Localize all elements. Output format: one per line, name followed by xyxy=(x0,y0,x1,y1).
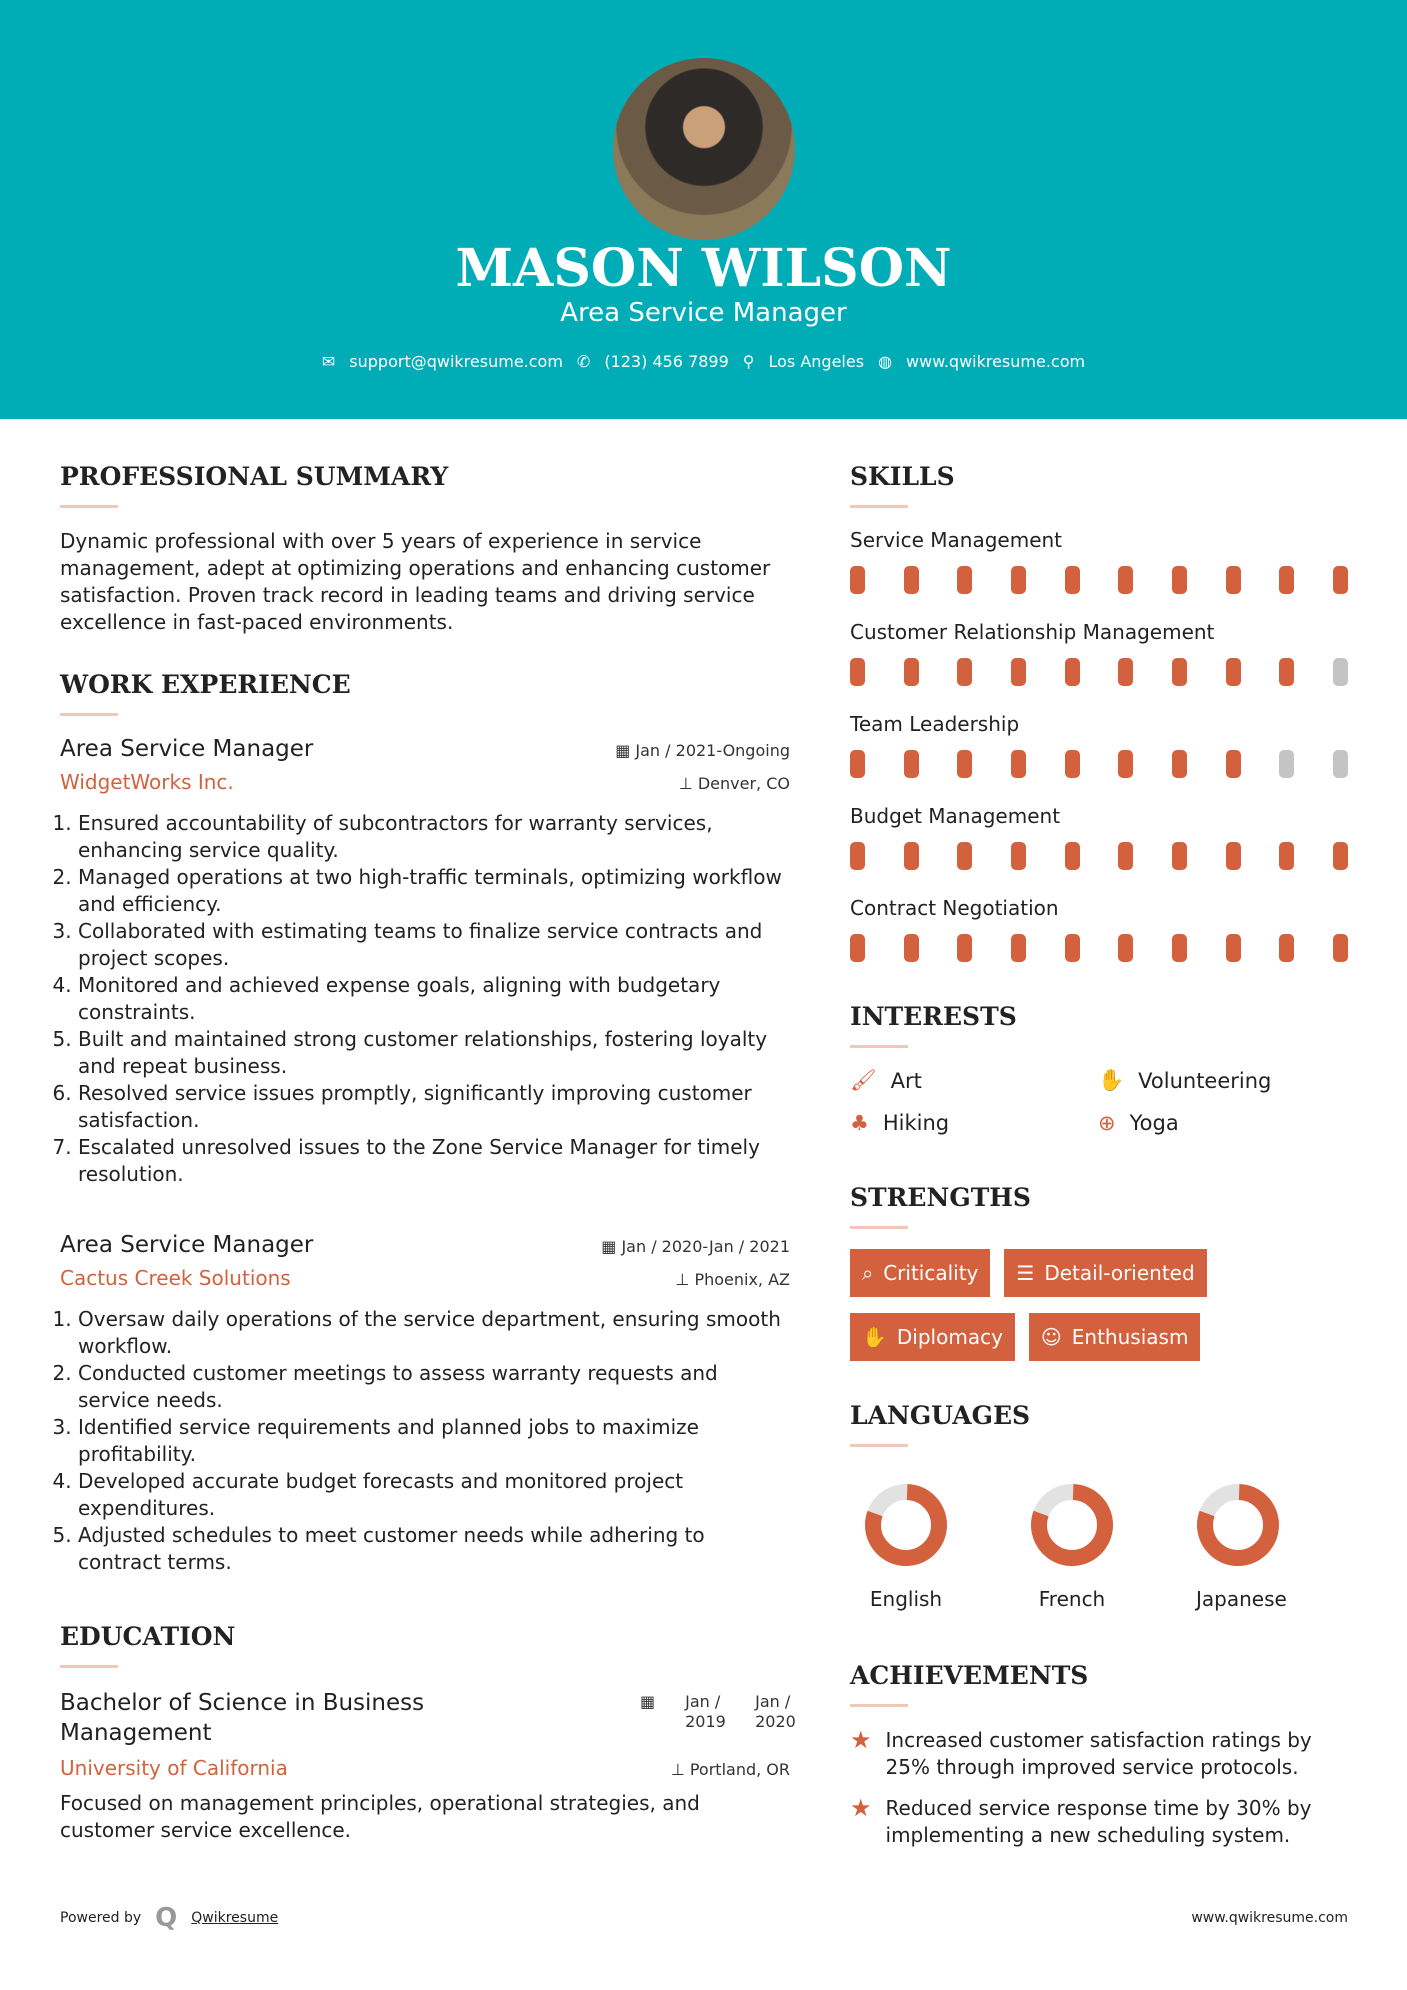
rating-dot xyxy=(1226,842,1241,870)
strength-badge xyxy=(1029,1313,1201,1361)
job-bullet: 1. Oversaw daily operations of the service department, ensuring smooth workflow. xyxy=(78,1306,790,1360)
job-title: Area Service Manager xyxy=(60,1232,314,1258)
rating-dot xyxy=(850,934,865,962)
language-name: English xyxy=(869,1587,943,1611)
achievement-text: Reduced service response time by 30% by implementing a new scheduling system. xyxy=(885,1796,1312,1847)
strength-label: Diplomacy xyxy=(896,1325,1003,1349)
job-entry xyxy=(60,1232,790,1576)
language-name: Japanese xyxy=(1196,1587,1287,1611)
skill-name: Service Management xyxy=(850,528,1063,552)
skill-rating xyxy=(850,658,1348,686)
experience-heading: WORK EXPERIENCE xyxy=(60,670,351,699)
divider xyxy=(850,505,908,508)
footer-site[interactable]: www.qwikresume.com xyxy=(1191,1910,1348,1926)
contact-bar xyxy=(0,352,1407,371)
rating-dot xyxy=(1118,750,1133,778)
tree-icon: ♣ xyxy=(850,1111,869,1135)
rating-dot xyxy=(1118,842,1133,870)
rating-dot xyxy=(1333,658,1348,686)
rating-dot xyxy=(1226,658,1241,686)
divider xyxy=(850,1444,908,1447)
divider xyxy=(60,1665,118,1668)
rating-dot xyxy=(904,934,919,962)
rating-dot xyxy=(850,842,865,870)
achievement-text: Increased customer satisfaction ratings by 25% through improved service protocols. xyxy=(885,1728,1312,1779)
rating-dot xyxy=(1226,934,1241,962)
strength-badge xyxy=(1004,1249,1206,1297)
map-marker-icon: ⚲ xyxy=(742,352,755,371)
handshake-icon: ✋ xyxy=(1098,1068,1125,1092)
rating-dot xyxy=(1011,750,1026,778)
edu-start: Jan / 2019 xyxy=(685,1692,726,1731)
brand-link[interactable]: Qwikresume xyxy=(191,1910,279,1926)
candidate-role: Area Service Manager xyxy=(560,298,847,328)
language-donut xyxy=(864,1483,948,1567)
job-bullet: 2. Managed operations at two high-traffic terminals, optimizing workflow and efficiency. xyxy=(78,864,790,918)
job-entry xyxy=(60,736,790,1188)
handshake-icon: ✋ xyxy=(862,1325,887,1349)
interest-label: Art xyxy=(890,1068,922,1093)
rating-dot xyxy=(1172,750,1187,778)
skill-name: Customer Relationship Management xyxy=(850,620,1215,644)
education-heading: EDUCATION xyxy=(60,1622,236,1651)
divider xyxy=(850,1045,908,1048)
strength-badge xyxy=(850,1313,1015,1361)
rating-dot xyxy=(1279,658,1294,686)
job-bullet: 3. Identified service requirements and planned jobs to maximize profitability. xyxy=(78,1414,790,1468)
rating-dot xyxy=(1065,658,1080,686)
star-icon: ★ xyxy=(850,1794,872,1822)
rating-dot xyxy=(1065,934,1080,962)
left-column xyxy=(60,462,796,1844)
rating-dot xyxy=(1333,566,1348,594)
rating-dot xyxy=(1011,842,1026,870)
rating-dot xyxy=(904,658,919,686)
summary-text: Dynamic professional with over 5 years of experience in service management, adept at optimizing operations and enhancing customer satisfaction. Proven track record in leading teams and driving service excellence in fast-paced environments. xyxy=(60,529,771,634)
rating-dot xyxy=(1011,658,1026,686)
skill-rating xyxy=(850,842,1348,870)
rating-dot xyxy=(1172,566,1187,594)
strength-badge xyxy=(850,1249,990,1297)
paintbrush-icon: 🖌 xyxy=(850,1068,877,1092)
profile-photo xyxy=(613,58,795,240)
rating-dot xyxy=(850,658,865,686)
job-bullet: 3. Collaborated with estimating teams to finalize service contracts and project scopes. xyxy=(78,918,790,972)
divider xyxy=(60,713,118,716)
divider xyxy=(850,1704,908,1707)
rating-dot xyxy=(957,934,972,962)
pin-icon: ⊥ xyxy=(675,1270,695,1289)
footer xyxy=(60,1903,1348,1933)
search-icon: ⌕ xyxy=(862,1261,874,1285)
job-bullet: 5. Adjusted schedules to meet customer needs while adhering to contract terms. xyxy=(78,1522,790,1576)
languages-heading: LANGUAGES xyxy=(850,1401,1031,1430)
strength-label: Criticality xyxy=(883,1261,979,1285)
job-bullet: 4. Developed accurate budget forecasts and monitored project expenditures. xyxy=(78,1468,790,1522)
rating-dot xyxy=(1118,566,1133,594)
job-location: Phoenix, AZ xyxy=(694,1270,790,1289)
rating-dot xyxy=(957,842,972,870)
rating-dot xyxy=(1065,566,1080,594)
rating-dot xyxy=(850,750,865,778)
language-item xyxy=(864,1483,948,1611)
degree: Bachelor of Science in Business Management xyxy=(60,1690,425,1746)
interest-label: Yoga xyxy=(1129,1111,1179,1135)
interests-heading: INTERESTS xyxy=(850,1002,1017,1031)
skills-heading: SKILLS xyxy=(850,462,955,491)
rating-dot xyxy=(957,566,972,594)
interest-item xyxy=(1098,1068,1346,1093)
globe-icon: ◍ xyxy=(878,352,893,371)
education-entry xyxy=(60,1688,796,1748)
language-item xyxy=(1030,1483,1114,1611)
pin-icon: ⊥ xyxy=(678,774,698,793)
rating-dot xyxy=(1333,750,1348,778)
interest-label: Hiking xyxy=(882,1111,950,1135)
interest-item xyxy=(850,1068,1098,1093)
location: Los Angeles xyxy=(768,352,865,371)
qwikresume-logo-icon: Q xyxy=(155,1903,178,1933)
rating-dot xyxy=(1279,934,1294,962)
interest-item xyxy=(1098,1111,1346,1135)
website[interactable]: www.qwikresume.com xyxy=(906,352,1086,371)
job-date: Jan / 2021-Ongoing xyxy=(635,741,790,760)
rating-dot xyxy=(1333,842,1348,870)
job-bullet: 4. Monitored and achieved expense goals, aligning with budgetary constraints. xyxy=(78,972,790,1026)
skill-rating xyxy=(850,566,1348,594)
skill-name: Contract Negotiation xyxy=(850,896,1059,920)
rating-dot xyxy=(1172,934,1187,962)
language-donut xyxy=(1030,1483,1114,1567)
language-donut xyxy=(1196,1483,1280,1567)
pin-icon: ⊥ xyxy=(670,1760,690,1779)
rating-dot xyxy=(957,750,972,778)
rating-dot xyxy=(904,842,919,870)
job-bullet: 5. Built and maintained strong customer relationships, fostering loyalty and repeat business. xyxy=(78,1026,790,1080)
edu-location: Portland, OR xyxy=(689,1760,790,1779)
phone: (123) 456 7899 xyxy=(604,352,729,371)
rating-dot xyxy=(1333,934,1348,962)
email[interactable]: support@qwikresume.com xyxy=(349,352,563,371)
strengths-heading: STRENGTHS xyxy=(850,1183,1031,1212)
rating-dot xyxy=(1172,842,1187,870)
calendar-icon: ▦ xyxy=(640,1692,656,1711)
skill-rating xyxy=(850,750,1348,778)
smile-icon: ☺ xyxy=(1040,1325,1062,1349)
achievement-item xyxy=(850,1727,1350,1781)
calendar-icon: ▦ xyxy=(601,1237,622,1256)
strength-label: Enthusiasm xyxy=(1071,1325,1189,1349)
job-date: Jan / 2020-Jan / 2021 xyxy=(621,1237,790,1256)
job-bullet: 6. Resolved service issues promptly, significantly improving customer satisfaction. xyxy=(78,1080,790,1134)
right-column xyxy=(850,462,1350,1863)
rating-dot xyxy=(957,658,972,686)
phone-icon: ✆ xyxy=(576,352,591,371)
interest-item xyxy=(850,1111,1098,1135)
candidate-name: MASON WILSON xyxy=(455,238,952,299)
rating-dot xyxy=(1226,566,1241,594)
strength-label: Detail-oriented xyxy=(1044,1261,1195,1285)
rating-dot xyxy=(904,566,919,594)
company: WidgetWorks Inc. xyxy=(60,770,234,794)
school: University of California xyxy=(60,1756,288,1780)
calendar-icon: ▦ xyxy=(615,741,636,760)
skill-rating xyxy=(850,934,1348,962)
rating-dot xyxy=(1065,750,1080,778)
job-title: Area Service Manager xyxy=(60,736,314,762)
rating-dot xyxy=(1118,934,1133,962)
achievement-item xyxy=(850,1795,1350,1849)
job-location: Denver, CO xyxy=(697,774,790,793)
header xyxy=(0,0,1407,419)
skill-name: Budget Management xyxy=(850,804,1061,828)
rating-dot xyxy=(1172,658,1187,686)
star-icon: ★ xyxy=(850,1726,872,1754)
job-bullet: 7. Escalated unresolved issues to the Zone Service Manager for timely resolution. xyxy=(78,1134,790,1188)
interest-label: Volunteering xyxy=(1138,1068,1272,1093)
job-bullet: 2. Conducted customer meetings to assess warranty requests and service needs. xyxy=(78,1360,790,1414)
summary-heading: PROFESSIONAL SUMMARY xyxy=(60,462,449,491)
rating-dot xyxy=(1011,566,1026,594)
rating-dot xyxy=(1226,750,1241,778)
lifebuoy-icon: ⊕ xyxy=(1098,1111,1116,1135)
achievements-heading: ACHIEVEMENTS xyxy=(850,1661,1089,1690)
rating-dot xyxy=(1011,934,1026,962)
language-item xyxy=(1196,1483,1287,1611)
envelope-icon: ✉ xyxy=(321,352,336,371)
rating-dot xyxy=(1118,658,1133,686)
language-name: French xyxy=(1038,1587,1106,1611)
rating-dot xyxy=(1065,842,1080,870)
rating-dot xyxy=(850,566,865,594)
list-icon: ☰ xyxy=(1016,1261,1035,1285)
rating-dot xyxy=(1279,566,1294,594)
edu-end: Jan / 2020 xyxy=(755,1692,796,1731)
divider xyxy=(60,505,118,508)
rating-dot xyxy=(1279,842,1294,870)
rating-dot xyxy=(904,750,919,778)
job-bullet: 1. Ensured accountability of subcontractors for warranty services, enhancing service quality. xyxy=(78,810,790,864)
divider xyxy=(850,1226,908,1229)
company: Cactus Creek Solutions xyxy=(60,1266,291,1290)
powered-by: Powered by xyxy=(60,1910,142,1926)
skill-name: Team Leadership xyxy=(850,712,1020,736)
rating-dot xyxy=(1279,750,1294,778)
education-text: Focused on management principles, operational strategies, and customer service excellence. xyxy=(60,1791,700,1842)
